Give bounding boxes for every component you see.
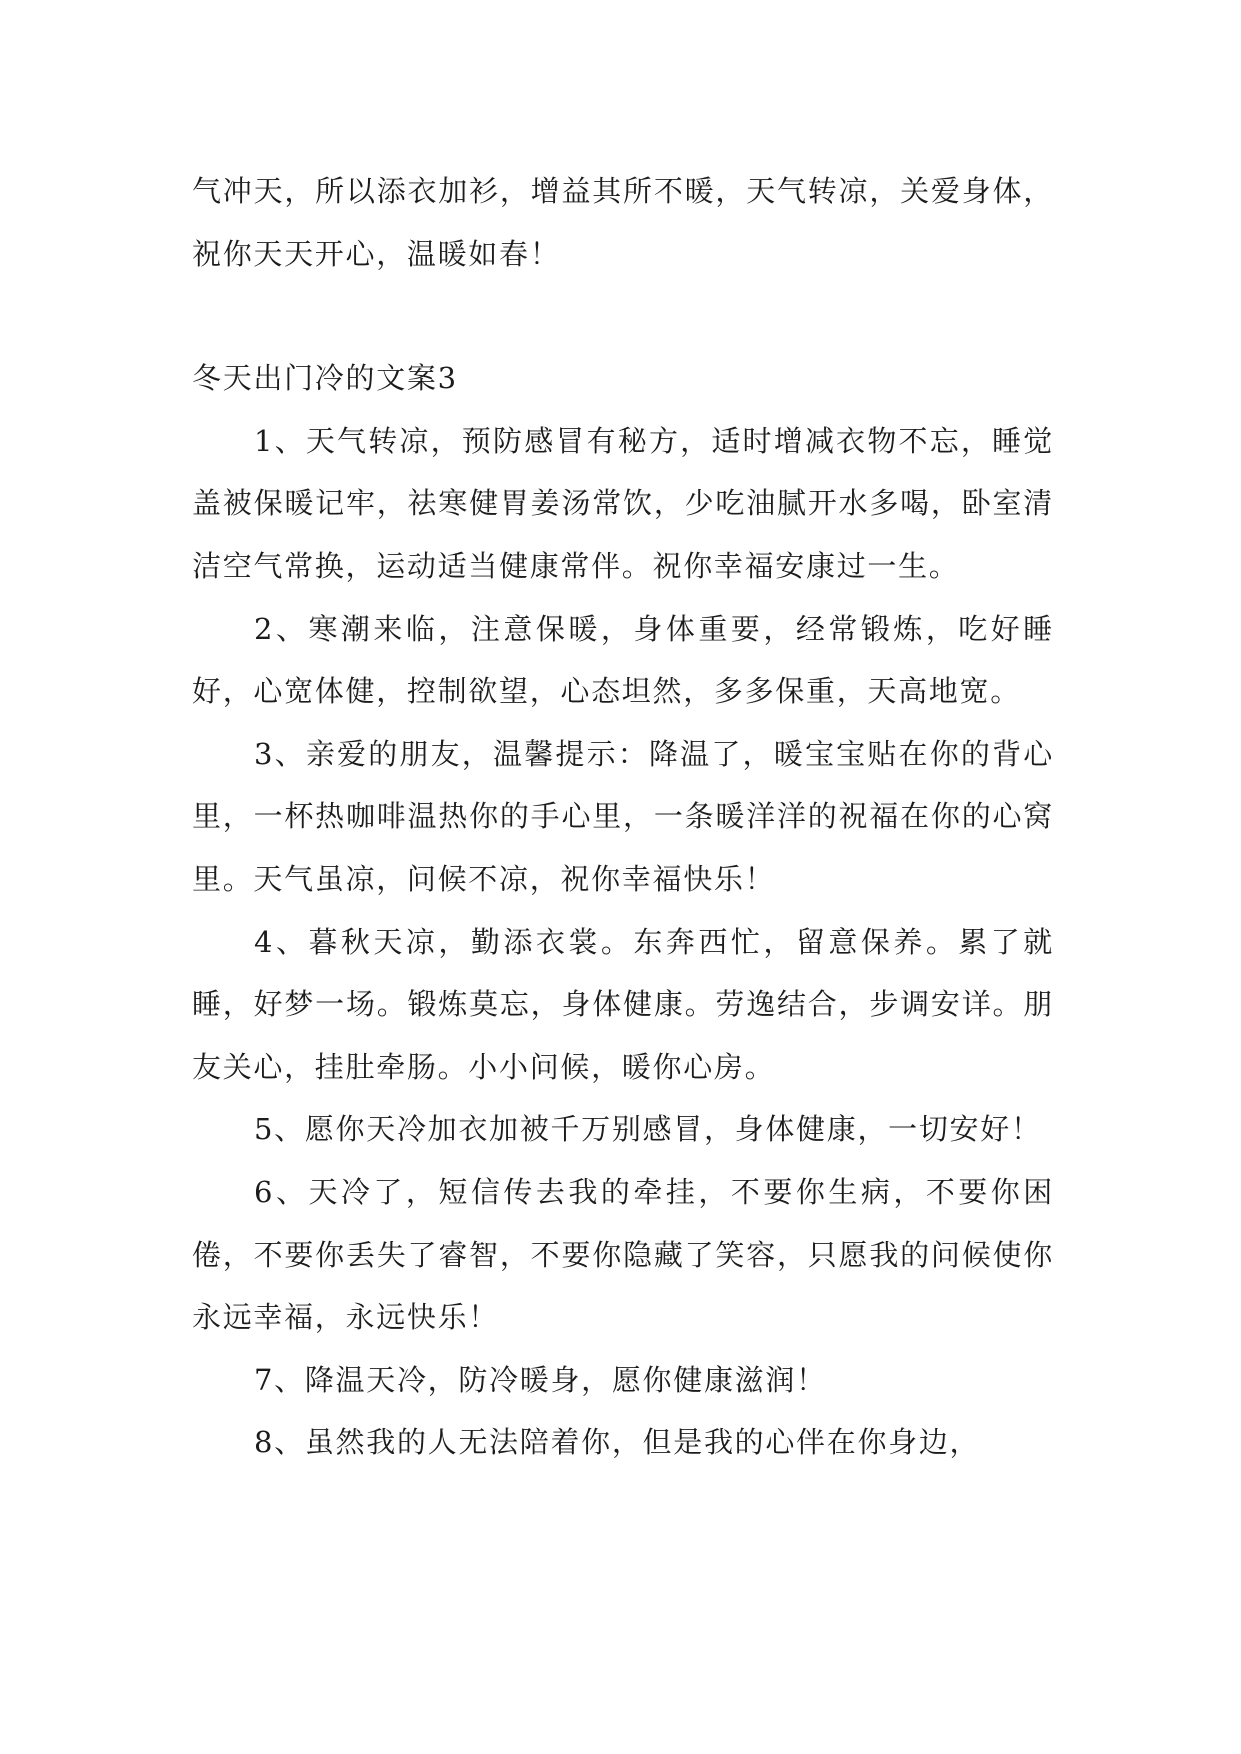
list-item: 2、寒潮来临，注意保暖，身体重要，经常锻炼，吃好睡好，心宽体健，控制欲望，心态坦然，多多保重，天高地宽。 [192,611,1054,709]
list-item: 1、天气转凉，预防感冒有秘方，适时增减衣物不忘，睡觉盖被保暖记牢，祛寒健胃姜汤常饮，少吃油腻开水多喝，卧室清洁空气常换，运动适当健康常伴。祝你幸福安康过一生。 [192,423,1054,583]
list-item: 3、亲爱的朋友，温馨提示：降温了，暖宝宝贴在你的背心里，一杯热咖啡温热你的手心里，一条暖洋洋的祝福在你的心窝里。天气虽凉，问候不凉，祝你幸福快乐！ [192,736,1054,896]
list-item: 5、愿你天冷加衣加被千万别感冒，身体健康，一切安好！ [254,1112,1042,1147]
list-item: 6、天冷了，短信传去我的牵挂，不要你生病，不要你困倦，不要你丢失了睿智，不要你隐藏了笑容，只愿我的问候使你永远幸福，永远快乐！ [192,1174,1054,1335]
document-body [192,160,1054,1474]
list-item: 8、虽然我的人无法陪着你，但是我的心伴在你身边， [254,1425,981,1460]
section-heading: 冬天出门冷的文案3 [192,361,458,396]
intro-paragraph: 气冲天，所以添衣加衫，增益其所不暖，天气转凉，关爱身体，祝你天天开心，温暖如春！ [192,174,1054,271]
list-item: 4、暮秋天凉，勤添衣裳。东奔西忙，留意保养。累了就睡，好梦一场。锻炼莫忘，身体健康。劳逸结合，步调安详。朋友关心，挂肚牵肠。小小问候，暖你心房。 [192,924,1054,1084]
list-item: 7、降温天冷，防冷暖身，愿你健康滋润！ [254,1362,827,1397]
